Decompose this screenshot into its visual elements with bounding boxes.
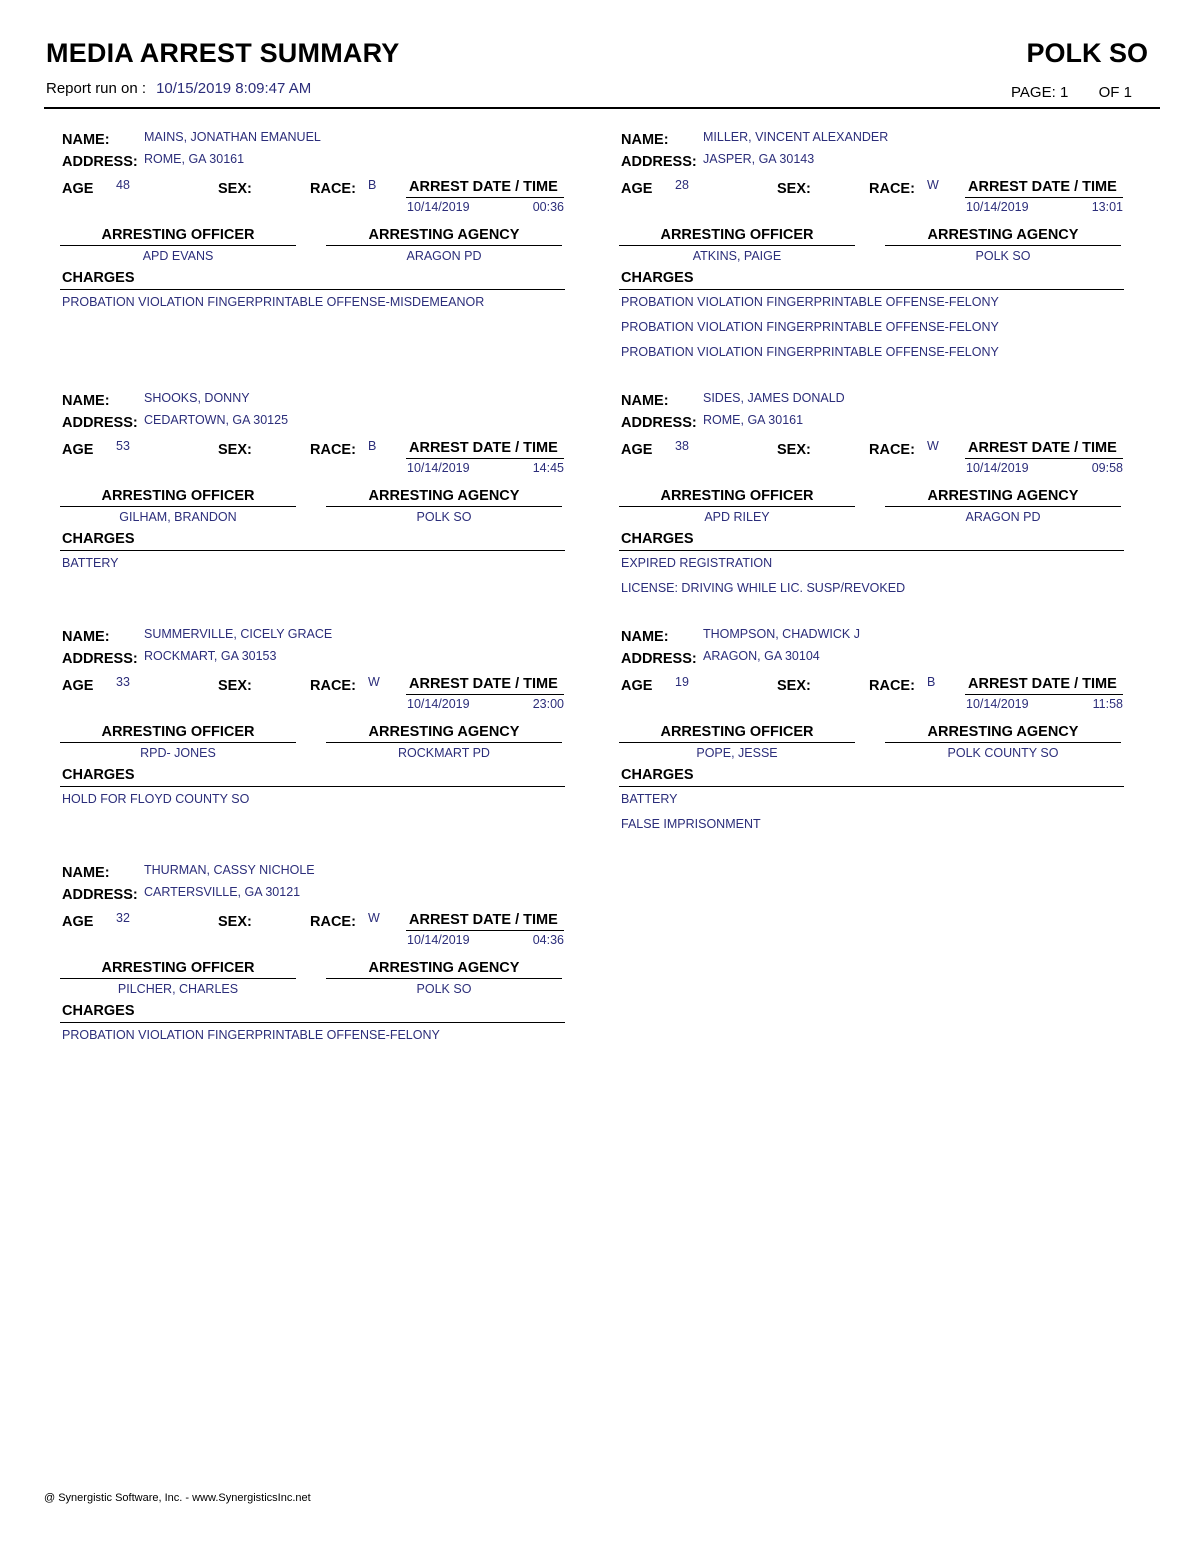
arresting-officer-value: APD EVANS <box>142 249 214 263</box>
page-label: PAGE: <box>1011 84 1056 101</box>
arrest-datetime-label: ARREST DATE / TIME <box>409 676 558 692</box>
footer-credit: @ Synergistic Software, Inc. - www.SynergisticsInc.net <box>44 1492 311 1504</box>
arresting-officer-label: ARRESTING OFFICER <box>101 724 255 740</box>
race-label: RACE: <box>869 678 915 694</box>
arrest-datetime-label: ARREST DATE / TIME <box>968 676 1117 692</box>
race-value: W <box>368 911 380 925</box>
age-label: AGE <box>62 181 94 197</box>
race-value: W <box>927 439 939 453</box>
race-label: RACE: <box>310 181 356 197</box>
name-label: NAME: <box>621 132 669 148</box>
arrest-date-value: 10/14/2019 <box>966 200 1029 214</box>
race-label: RACE: <box>869 181 915 197</box>
name-value: SIDES, JAMES DONALD <box>703 391 845 405</box>
charges-label: CHARGES <box>621 531 694 547</box>
name-value: THURMAN, CASSY NICHOLE <box>144 863 315 877</box>
arresting-agency-label: ARRESTING AGENCY <box>927 227 1079 243</box>
arresting-agency-rule <box>326 742 562 743</box>
arresting-officer-value: POPE, JESSE <box>696 746 778 760</box>
arresting-officer-label: ARRESTING OFFICER <box>101 960 255 976</box>
charges-label: CHARGES <box>62 270 135 286</box>
arrest-time-value: 04:36 <box>532 933 564 947</box>
arresting-officer-label: ARRESTING OFFICER <box>660 488 814 504</box>
name-value: SHOOKS, DONNY <box>144 391 250 405</box>
arresting-agency-value: ARAGON PD <box>965 510 1041 524</box>
charges-list <box>62 555 567 580</box>
name-label: NAME: <box>62 629 110 645</box>
arresting-agency-rule <box>885 245 1121 246</box>
report-agency: POLK SO <box>1026 38 1148 68</box>
arrest-time-value: 09:58 <box>1091 461 1123 475</box>
arresting-officer-value: APD RILEY <box>704 510 770 524</box>
address-label: ADDRESS: <box>62 887 138 903</box>
page-total: 1 <box>1123 84 1132 101</box>
arresting-agency-rule <box>885 506 1121 507</box>
address-value: ROME, GA 30161 <box>703 413 804 427</box>
arresting-officer-value: RPD- JONES <box>140 746 216 760</box>
arrest-record <box>60 621 570 851</box>
arrest-datetime-label: ARREST DATE / TIME <box>409 179 558 195</box>
arresting-agency-value: POLK COUNTY SO <box>947 746 1059 760</box>
sex-label: SEX: <box>218 442 252 458</box>
arresting-agency-value: POLK SO <box>975 249 1031 263</box>
arrest-date-value: 10/14/2019 <box>407 461 470 475</box>
charges-label: CHARGES <box>62 767 135 783</box>
race-value: B <box>368 439 377 453</box>
charges-rule <box>619 289 1124 290</box>
address-value: ROCKMART, GA 30153 <box>144 649 277 663</box>
address-value: JASPER, GA 30143 <box>703 152 815 166</box>
arresting-officer-rule <box>60 245 296 246</box>
charges-list <box>62 791 567 816</box>
name-label: NAME: <box>62 132 110 148</box>
of-label: OF <box>1098 84 1120 101</box>
race-label: RACE: <box>310 678 356 694</box>
charge-item: BATTERY <box>62 556 119 570</box>
arrest-time-value: 13:01 <box>1091 200 1123 214</box>
arrest-record <box>60 385 570 615</box>
sex-label: SEX: <box>777 181 811 197</box>
arrest-datetime-rule <box>965 197 1123 198</box>
race-value: B <box>927 675 936 689</box>
address-label: ADDRESS: <box>62 651 138 667</box>
arresting-agency-label: ARRESTING AGENCY <box>368 227 520 243</box>
age-label: AGE <box>621 442 653 458</box>
arrest-date-value: 10/14/2019 <box>966 697 1029 711</box>
arresting-officer-rule <box>60 506 296 507</box>
arresting-officer-rule <box>619 245 855 246</box>
sex-label: SEX: <box>218 914 252 930</box>
arresting-agency-value: POLK SO <box>416 982 472 996</box>
arrest-record <box>60 857 570 1087</box>
race-label: RACE: <box>869 442 915 458</box>
arresting-officer-label: ARRESTING OFFICER <box>101 227 255 243</box>
arresting-officer-label: ARRESTING OFFICER <box>101 488 255 504</box>
charges-label: CHARGES <box>621 270 694 286</box>
name-label: NAME: <box>62 865 110 881</box>
charge-item: PROBATION VIOLATION FINGERPRINTABLE OFFENSE-FELONY <box>621 345 999 359</box>
arresting-agency-label: ARRESTING AGENCY <box>368 960 520 976</box>
charges-list <box>621 555 1126 605</box>
arresting-agency-rule <box>326 978 562 979</box>
charges-rule <box>60 550 565 551</box>
race-label: RACE: <box>310 914 356 930</box>
arresting-agency-value: POLK SO <box>416 510 472 524</box>
arrest-datetime-rule <box>965 694 1123 695</box>
arrest-datetime-rule <box>406 930 564 931</box>
address-label: ADDRESS: <box>621 415 697 431</box>
name-value: SUMMERVILLE, CICELY GRACE <box>144 627 333 641</box>
arrest-time-value: 23:00 <box>532 697 564 711</box>
name-label: NAME: <box>621 629 669 645</box>
age-label: AGE <box>62 914 94 930</box>
arresting-agency-label: ARRESTING AGENCY <box>368 724 520 740</box>
charges-rule <box>60 289 565 290</box>
charges-label: CHARGES <box>621 767 694 783</box>
arresting-agency-rule <box>885 742 1121 743</box>
arrest-date-value: 10/14/2019 <box>407 697 470 711</box>
charges-rule <box>619 550 1124 551</box>
charges-list <box>62 1027 567 1052</box>
age-value: 32 <box>116 911 130 925</box>
age-value: 33 <box>116 675 130 689</box>
address-label: ADDRESS: <box>621 651 697 667</box>
report-run-line <box>46 80 311 97</box>
page-number: 1 <box>1059 84 1069 101</box>
arresting-officer-rule <box>60 742 296 743</box>
charges-list <box>62 294 567 319</box>
age-value: 28 <box>675 178 689 192</box>
age-label: AGE <box>62 442 94 458</box>
arresting-agency-label: ARRESTING AGENCY <box>927 488 1079 504</box>
arresting-agency-value: ROCKMART PD <box>398 746 490 760</box>
arrest-record <box>619 385 1129 615</box>
charge-item: PROBATION VIOLATION FINGERPRINTABLE OFFENSE-MISDEMEANOR <box>62 295 485 309</box>
address-value: CEDARTOWN, GA 30125 <box>144 413 289 427</box>
charge-item: HOLD FOR FLOYD COUNTY SO <box>62 792 250 806</box>
age-label: AGE <box>621 678 653 694</box>
charge-item: EXPIRED REGISTRATION <box>621 556 773 570</box>
age-value: 38 <box>675 439 689 453</box>
arrest-datetime-label: ARREST DATE / TIME <box>968 179 1117 195</box>
arrest-datetime-rule <box>406 458 564 459</box>
arrest-date-value: 10/14/2019 <box>966 461 1029 475</box>
arrest-time-value: 11:58 <box>1092 697 1123 711</box>
sex-label: SEX: <box>777 678 811 694</box>
arrest-record <box>619 124 1129 359</box>
arrest-date-value: 10/14/2019 <box>407 933 470 947</box>
arrest-record <box>60 124 570 354</box>
charges-rule <box>60 786 565 787</box>
race-label: RACE: <box>310 442 356 458</box>
arresting-officer-rule <box>619 506 855 507</box>
charges-list <box>621 294 1126 369</box>
address-value: ARAGON, GA 30104 <box>703 649 820 663</box>
race-value: W <box>927 178 939 192</box>
race-value: B <box>368 178 377 192</box>
arresting-agency-label: ARRESTING AGENCY <box>368 488 520 504</box>
report-run-value: 10/15/2019 8:09:47 AM <box>156 80 312 97</box>
arresting-officer-value: ATKINS, PAIGE <box>692 249 782 263</box>
address-value: ROME, GA 30161 <box>144 152 245 166</box>
arresting-agency-rule <box>326 506 562 507</box>
address-label: ADDRESS: <box>62 415 138 431</box>
page-info <box>1011 84 1132 101</box>
name-label: NAME: <box>62 393 110 409</box>
charge-item: PROBATION VIOLATION FINGERPRINTABLE OFFENSE-FELONY <box>62 1028 440 1042</box>
sex-label: SEX: <box>777 442 811 458</box>
arrest-datetime-label: ARREST DATE / TIME <box>409 912 558 928</box>
charge-item: PROBATION VIOLATION FINGERPRINTABLE OFFENSE-FELONY <box>621 295 999 309</box>
arrest-datetime-label: ARREST DATE / TIME <box>409 440 558 456</box>
arresting-agency-label: ARRESTING AGENCY <box>927 724 1079 740</box>
charges-rule <box>60 1022 565 1023</box>
arresting-officer-label: ARRESTING OFFICER <box>660 227 814 243</box>
header-divider <box>44 107 1160 109</box>
name-label: NAME: <box>621 393 669 409</box>
name-value: MAINS, JONATHAN EMANUEL <box>144 130 321 144</box>
arresting-officer-rule <box>60 978 296 979</box>
arrest-date-value: 10/14/2019 <box>407 200 470 214</box>
charges-rule <box>619 786 1124 787</box>
age-value: 19 <box>675 675 689 689</box>
charge-item: LICENSE: DRIVING WHILE LIC. SUSP/REVOKED <box>621 581 906 595</box>
name-value: THOMPSON, CHADWICK J <box>703 627 860 641</box>
charges-label: CHARGES <box>62 1003 135 1019</box>
age-label: AGE <box>62 678 94 694</box>
race-value: W <box>368 675 380 689</box>
arrest-time-value: 14:45 <box>532 461 564 475</box>
name-value: MILLER, VINCENT ALEXANDER <box>703 130 889 144</box>
address-label: ADDRESS: <box>621 154 697 170</box>
arresting-officer-value: GILHAM, BRANDON <box>119 510 237 524</box>
address-value: CARTERSVILLE, GA 30121 <box>144 885 301 899</box>
arrest-datetime-rule <box>965 458 1123 459</box>
sex-label: SEX: <box>218 181 252 197</box>
arrest-datetime-rule <box>406 197 564 198</box>
arresting-officer-value: PILCHER, CHARLES <box>117 982 239 996</box>
address-label: ADDRESS: <box>62 154 138 170</box>
arresting-officer-rule <box>619 742 855 743</box>
charge-item: BATTERY <box>621 792 678 806</box>
arrest-datetime-rule <box>406 694 564 695</box>
age-label: AGE <box>621 181 653 197</box>
report-run-label: Report run on : <box>46 80 147 97</box>
report-title: MEDIA ARREST SUMMARY <box>46 38 400 68</box>
arrest-datetime-label: ARREST DATE / TIME <box>968 440 1117 456</box>
arresting-agency-value: ARAGON PD <box>406 249 482 263</box>
arrest-record <box>619 621 1129 851</box>
age-value: 53 <box>116 439 130 453</box>
charge-item: FALSE IMPRISONMENT <box>621 817 761 831</box>
arresting-agency-rule <box>326 245 562 246</box>
charges-label: CHARGES <box>62 531 135 547</box>
charge-item: PROBATION VIOLATION FINGERPRINTABLE OFFENSE-FELONY <box>621 320 999 334</box>
age-value: 48 <box>116 178 130 192</box>
arrest-time-value: 00:36 <box>532 200 564 214</box>
charges-list <box>621 791 1126 841</box>
sex-label: SEX: <box>218 678 252 694</box>
arresting-officer-label: ARRESTING OFFICER <box>660 724 814 740</box>
